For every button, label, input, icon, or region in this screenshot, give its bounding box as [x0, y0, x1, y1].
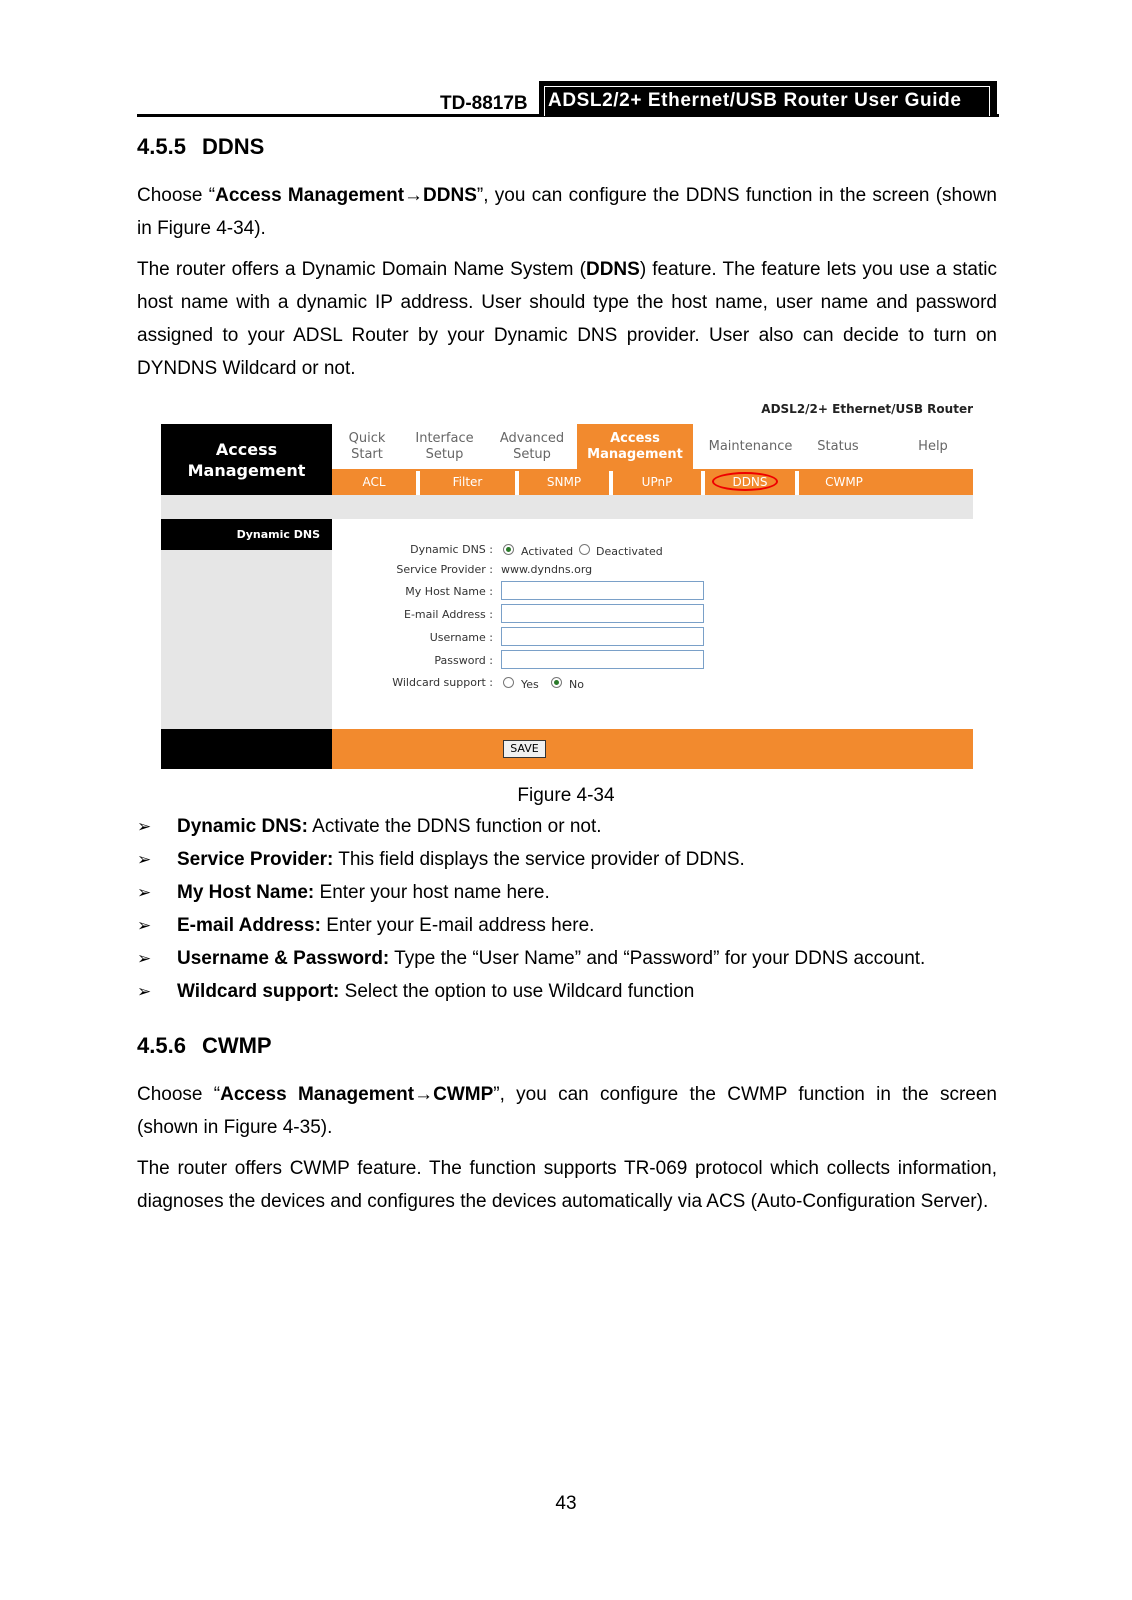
- arrow-bullet-icon: ➢: [137, 916, 152, 935]
- menu-quick-start[interactable]: Quick Start: [348, 430, 386, 462]
- form-footer-bar: [332, 729, 973, 769]
- radio-activated-label: Activated: [521, 545, 574, 558]
- header-model: TD-8817B: [440, 93, 528, 114]
- dynamic-dns-label: Dynamic DNS :: [410, 543, 493, 556]
- field-description-list: [137, 810, 1007, 1008]
- service-provider-value: www.dyndns.org: [501, 563, 593, 576]
- list-item: ➢ My Host Name: Enter your host name here.: [137, 876, 1007, 909]
- password-label: Password :: [434, 654, 493, 667]
- password-input[interactable]: [501, 650, 704, 669]
- list-item: ➢ Wildcard support: Select the option to use Wildcard function: [137, 975, 1007, 1008]
- arrow-bullet-icon: ➢: [137, 850, 152, 869]
- menu-interface-setup[interactable]: Interface Setup: [415, 430, 474, 462]
- submenu-ddns[interactable]: DDNS: [732, 475, 768, 489]
- menu-advanced-setup[interactable]: Advanced Setup: [499, 430, 565, 462]
- figure-caption: Figure 4-34: [517, 785, 615, 806]
- side-panel: [161, 519, 332, 729]
- figure-ddns-screenshot: [161, 399, 973, 769]
- access-management-logo: Access Management: [161, 424, 332, 495]
- radio-wildcard-no[interactable]: [551, 677, 562, 688]
- host-name-input[interactable]: [501, 581, 704, 600]
- arrow-bullet-icon: ➢: [137, 883, 152, 902]
- radio-wildcard-yes[interactable]: [503, 677, 514, 688]
- cwmp-description-paragraph: The router offers CWMP feature. The function supports TR-069 protocol which collects information, diagnoses the devices and configures the devices automatically via ACS (Auto-Configuration Server).: [137, 1158, 997, 1212]
- radio-deactivated[interactable]: [579, 544, 590, 555]
- ddns-intro-paragraph: Choose “Access Management→DDNS”, you can configure the DDNS function in the screen (shown in Figure 4-34).: [137, 185, 997, 239]
- service-provider-label: Service Provider :: [396, 563, 493, 576]
- submenu-filter[interactable]: Filter: [452, 475, 483, 489]
- section-heading-cwmp: 4.5.6 CWMP: [137, 1033, 272, 1058]
- radio-deactivated-label: Deactivated: [596, 545, 663, 558]
- arrow-bullet-icon: ➢: [137, 817, 152, 836]
- ddns-highlight-ring: [712, 472, 778, 491]
- email-input[interactable]: [501, 604, 704, 623]
- page-number: 43: [555, 1493, 577, 1514]
- ddns-form: [332, 519, 973, 729]
- radio-activated[interactable]: [503, 544, 514, 555]
- submenu-snmp[interactable]: SNMP: [546, 475, 582, 489]
- menu-status[interactable]: Status: [817, 438, 859, 454]
- menu-help[interactable]: Help: [918, 438, 948, 454]
- section-heading-ddns: 4.5.5 DDNS: [137, 134, 265, 159]
- router-brand-text: ADSL2/2+ Ethernet/USB Router: [761, 402, 973, 416]
- radio-wildcard-yes-label: Yes: [521, 678, 539, 691]
- menu-maintenance[interactable]: Maintenance: [708, 438, 793, 454]
- host-name-label: My Host Name :: [405, 585, 493, 598]
- email-label: E-mail Address :: [404, 608, 493, 621]
- list-item: ➢ Username & Password: Type the “User Name” and “Password” for your DDNS account.: [137, 942, 1007, 975]
- cwmp-intro-paragraph: Choose “Access Management→CWMP”, you can configure the CWMP function in the screen (shown in Figure 4-35).: [137, 1084, 998, 1138]
- list-item: ➢ E-mail Address: Enter your E-mail address here.: [137, 909, 1007, 942]
- menu-access-management[interactable]: Access Management: [577, 424, 693, 469]
- side-title: Dynamic DNS: [161, 519, 332, 550]
- submenu-upnp[interactable]: UPnP: [641, 475, 673, 489]
- arrow-bullet-icon: ➢: [137, 982, 152, 1001]
- list-item: ➢ Dynamic DNS: Activate the DDNS function or not.: [137, 810, 1007, 843]
- sub-menu: [332, 469, 973, 495]
- username-input[interactable]: [501, 627, 704, 646]
- radio-wildcard-no-label: No: [569, 678, 584, 691]
- list-item: ➢ Service Provider: This field displays the service provider of DDNS.: [137, 843, 1007, 876]
- main-menu: [332, 424, 973, 469]
- wildcard-label: Wildcard support :: [392, 676, 493, 689]
- header-title: ADSL2/2+ Ethernet/USB Router User Guide: [548, 90, 962, 111]
- ddns-description-paragraph: The router offers a Dynamic Domain Name System (DDNS) feature. The feature lets you use a static host name with a dynamic IP address. User should type the host name, user name and password assigned to your ADSL Router by your Dynamic DNS provider. User also can decide to turn on DYNDNS Wildcard or not.: [137, 259, 997, 379]
- save-button[interactable]: SAVE: [503, 740, 546, 758]
- submenu-cwmp[interactable]: CWMP: [825, 475, 863, 489]
- submenu-acl[interactable]: ACL: [362, 475, 386, 489]
- username-label: Username :: [429, 631, 493, 644]
- header-title-box: [540, 82, 996, 116]
- arrow-bullet-icon: ➢: [137, 949, 152, 968]
